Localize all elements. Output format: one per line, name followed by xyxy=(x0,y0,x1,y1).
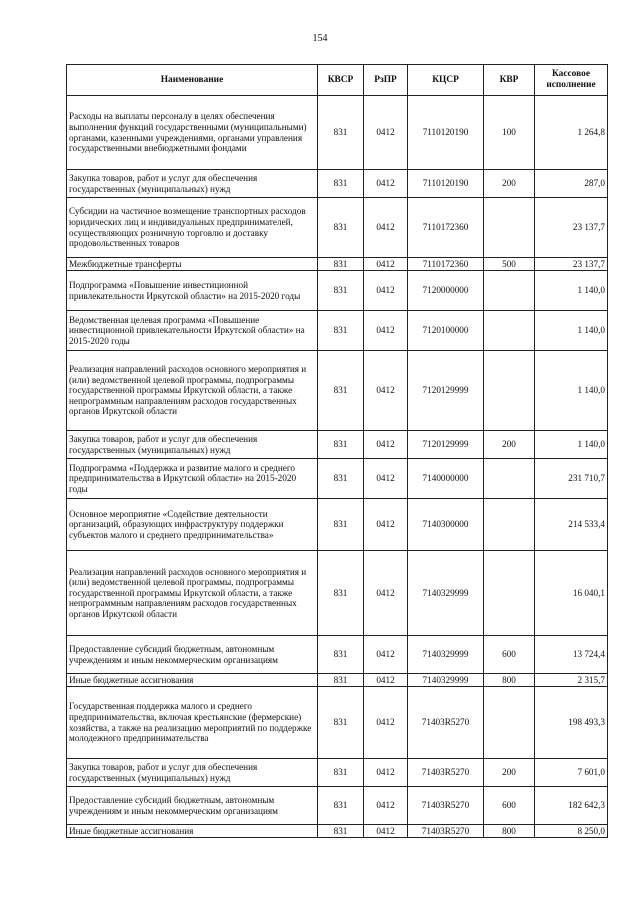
row-kvr xyxy=(484,551,535,636)
row-rzpr: 0412 xyxy=(364,459,408,499)
row-amount: 2 315,7 xyxy=(535,674,608,687)
row-kvsr: 831 xyxy=(318,636,364,674)
row-name: Субсидии на частичное возмещение транспортных расходов юридических лиц и индивидуальных предпринимателей, осуществляющих розничную торговлю и доставку продовольственных товаров xyxy=(67,198,318,258)
row-kvsr: 831 xyxy=(318,271,364,311)
table-row xyxy=(67,351,608,431)
row-kcsr: 7140329999 xyxy=(408,636,484,674)
table-row xyxy=(67,499,608,551)
header-kcsr: КЦСР xyxy=(408,65,484,96)
header-name: Наименование xyxy=(67,65,318,96)
row-kcsr: 7110120190 xyxy=(408,96,484,170)
row-kvr xyxy=(484,687,535,759)
row-name: Реализация направлений расходов основного мероприятия и (или) ведомственной целевой программы, подпрограммы государственной программы Иркутской области, а также непрограммным направлениям расходов государственных органов Иркутской области xyxy=(67,551,318,636)
row-kvr xyxy=(484,351,535,431)
row-kvr: 600 xyxy=(484,787,535,825)
row-kvsr: 831 xyxy=(318,198,364,258)
row-kvr xyxy=(484,271,535,311)
row-kvr: 600 xyxy=(484,636,535,674)
row-kcsr: 7140000000 xyxy=(408,459,484,499)
row-amount: 1 140,0 xyxy=(535,431,608,459)
row-amount: 1 140,0 xyxy=(535,311,608,351)
table-row xyxy=(67,825,608,838)
row-rzpr: 0412 xyxy=(364,311,408,351)
table-row xyxy=(67,198,608,258)
row-kvr: 100 xyxy=(484,96,535,170)
row-rzpr: 0412 xyxy=(364,271,408,311)
row-kcsr: 7110120190 xyxy=(408,170,484,198)
table-row xyxy=(67,636,608,674)
row-name: Закупка товаров, работ и услуг для обеспечения государственных (муниципальных) нужд xyxy=(67,170,318,198)
row-name: Расходы на выплаты персоналу в целях обеспечения выполнения функций государственными (муниципальными) органами, казенными учреждениями, органами управления государственными внебюджетными фондами xyxy=(67,96,318,170)
row-kvsr: 831 xyxy=(318,687,364,759)
row-name: Основное мероприятие «Содействие деятельности организаций, образующих инфраструктуру поддержки субъектов малого и среднего предпринимательства» xyxy=(67,499,318,551)
row-kcsr: 7110172360 xyxy=(408,198,484,258)
row-name: Иные бюджетные ассигнования xyxy=(67,674,318,687)
row-rzpr: 0412 xyxy=(364,787,408,825)
row-kvr xyxy=(484,198,535,258)
table-row xyxy=(67,311,608,351)
row-rzpr: 0412 xyxy=(364,674,408,687)
row-amount: 214 533,4 xyxy=(535,499,608,551)
table-row xyxy=(67,787,608,825)
row-kvsr: 831 xyxy=(318,258,364,271)
row-kvsr: 831 xyxy=(318,674,364,687)
header-kvr: КВР xyxy=(484,65,535,96)
row-amount: 23 137,7 xyxy=(535,198,608,258)
row-kvsr: 831 xyxy=(318,170,364,198)
header-rzpr: РзПР xyxy=(364,65,408,96)
row-name: Ведомственная целевая программа «Повышение инвестиционной привлекательности Иркутской области» на 2015-2020 годы xyxy=(67,311,318,351)
row-rzpr: 0412 xyxy=(364,170,408,198)
row-amount: 1 140,0 xyxy=(535,351,608,431)
row-kcsr: 7110172360 xyxy=(408,258,484,271)
row-kcsr: 7120129999 xyxy=(408,431,484,459)
row-rzpr: 0412 xyxy=(364,636,408,674)
table-row xyxy=(67,551,608,636)
row-rzpr: 0412 xyxy=(364,258,408,271)
table-row xyxy=(67,459,608,499)
row-rzpr: 0412 xyxy=(364,96,408,170)
row-kvsr: 831 xyxy=(318,825,364,838)
row-kvr: 800 xyxy=(484,825,535,838)
row-rzpr: 0412 xyxy=(364,431,408,459)
table-row xyxy=(67,271,608,311)
row-name: Реализация направлений расходов основного мероприятия и (или) ведомственной целевой программы, подпрограммы государственной программы Иркутской области, а также непрограммным направлениям расходов государственных органов Иркутской области xyxy=(67,351,318,431)
row-kvsr: 831 xyxy=(318,431,364,459)
row-amount: 23 137,7 xyxy=(535,258,608,271)
row-amount: 1 140,0 xyxy=(535,271,608,311)
row-name: Закупка товаров, работ и услуг для обеспечения государственных (муниципальных) нужд xyxy=(67,759,318,787)
table-row xyxy=(67,759,608,787)
row-rzpr: 0412 xyxy=(364,825,408,838)
row-kcsr: 7140329999 xyxy=(408,674,484,687)
row-name: Закупка товаров, работ и услуг для обеспечения государственных (муниципальных) нужд xyxy=(67,431,318,459)
table-row xyxy=(67,687,608,759)
row-kvsr: 831 xyxy=(318,351,364,431)
row-kvr: 500 xyxy=(484,258,535,271)
row-kcsr: 71403R5270 xyxy=(408,825,484,838)
row-rzpr: 0412 xyxy=(364,759,408,787)
table-row xyxy=(67,674,608,687)
row-rzpr: 0412 xyxy=(364,687,408,759)
row-amount: 13 724,4 xyxy=(535,636,608,674)
table-row xyxy=(67,170,608,198)
row-name: Государственная поддержка малого и среднего предпринимательства, включая крестьянские (фермерские) хозяйства, а также на реализацию мероприятий по поддержке молодежного предпринимательства xyxy=(67,687,318,759)
row-kvr xyxy=(484,311,535,351)
table-row xyxy=(67,96,608,170)
row-kvsr: 831 xyxy=(318,311,364,351)
row-name: Предоставление субсидий бюджетным, автономным учреждениям и иным некоммерческим организациям xyxy=(67,636,318,674)
row-kvsr: 831 xyxy=(318,459,364,499)
row-kvsr: 831 xyxy=(318,96,364,170)
row-amount: 7 601,0 xyxy=(535,759,608,787)
row-amount: 1 264,8 xyxy=(535,96,608,170)
row-kcsr: 7140329999 xyxy=(408,551,484,636)
row-kvsr: 831 xyxy=(318,551,364,636)
row-kcsr: 7140300000 xyxy=(408,499,484,551)
row-kcsr: 71403R5270 xyxy=(408,759,484,787)
row-kvsr: 831 xyxy=(318,499,364,551)
table-row xyxy=(67,431,608,459)
budget-execution-table xyxy=(66,64,608,838)
table-row xyxy=(67,258,608,271)
row-rzpr: 0412 xyxy=(364,351,408,431)
row-amount: 16 040,1 xyxy=(535,551,608,636)
row-rzpr: 0412 xyxy=(364,198,408,258)
table-header-row xyxy=(67,65,608,96)
row-amount: 231 710,7 xyxy=(535,459,608,499)
row-kvr: 200 xyxy=(484,431,535,459)
row-kvr: 200 xyxy=(484,759,535,787)
page-number: 154 xyxy=(312,33,328,44)
row-name: Подпрограмма «Поддержка и развитие малого и среднего предпринимательства в Иркутской области» на 2015-2020 годы xyxy=(67,459,318,499)
row-kcsr: 71403R5270 xyxy=(408,787,484,825)
row-amount: 182 642,3 xyxy=(535,787,608,825)
row-kvsr: 831 xyxy=(318,759,364,787)
row-name: Подпрограмма «Повышение инвестиционной привлекательности Иркутской области» на 2015-2020 годы xyxy=(67,271,318,311)
row-rzpr: 0412 xyxy=(364,499,408,551)
row-kvr xyxy=(484,459,535,499)
row-kcsr: 7120100000 xyxy=(408,311,484,351)
row-amount: 8 250,0 xyxy=(535,825,608,838)
header-amount: Кассовое исполнение xyxy=(535,65,608,96)
row-name: Межбюджетные трансферты xyxy=(67,258,318,271)
row-kcsr: 7120129999 xyxy=(408,351,484,431)
row-amount: 198 493,3 xyxy=(535,687,608,759)
row-amount: 287,0 xyxy=(535,170,608,198)
row-kvr: 800 xyxy=(484,674,535,687)
row-kvr: 200 xyxy=(484,170,535,198)
header-kvsr: КВСР xyxy=(318,65,364,96)
row-kcsr: 71403R5270 xyxy=(408,687,484,759)
row-kcsr: 7120000000 xyxy=(408,271,484,311)
row-name: Предоставление субсидий бюджетным, автономным учреждениям и иным некоммерческим организациям xyxy=(67,787,318,825)
row-name: Иные бюджетные ассигнования xyxy=(67,825,318,838)
row-kvsr: 831 xyxy=(318,787,364,825)
row-kvr xyxy=(484,499,535,551)
row-rzpr: 0412 xyxy=(364,551,408,636)
